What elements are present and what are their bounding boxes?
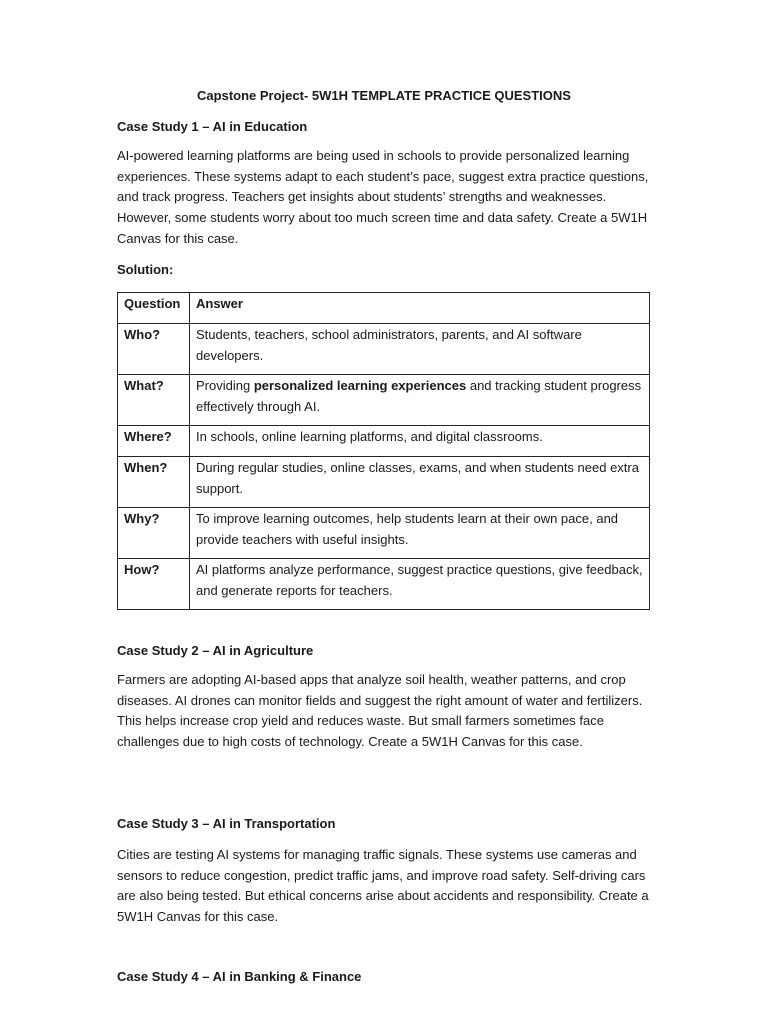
answer-cell: To improve learning outcomes, help students learn at their own pace, and provide teachers with useful insights. [190,508,650,559]
table-row [118,375,650,426]
case3-heading: Case Study 3 – AI in Transportation [117,816,336,831]
table-row [118,508,650,559]
answer-cell: In schools, online learning platforms, and digital classrooms. [190,426,650,457]
table-row [118,324,650,375]
document-title: Capstone Project- 5W1H TEMPLATE PRACTICE QUESTIONS [197,88,571,103]
solution-label: Solution: [117,262,174,277]
question-cell: Why? [118,508,190,559]
case3-text: Cities are testing AI systems for managing traffic signals. These systems use cameras and sensors to reduce congestion, predict traffic jams, and improve road safety. Self-driving cars are also being tested. But ethical concerns arise about accidents and responsibility. Create a 5W1H Canvas for this case. [117,847,649,925]
header-answer: Answer [190,293,650,324]
answer-cell: During regular studies, online classes, exams, and when students need extra support. [190,457,650,508]
question-cell: When? [118,457,190,508]
answer-cell [190,375,650,426]
answer-cell: Students, teachers, school administrators, parents, and AI software developers. [190,324,650,375]
5w1h-table [117,292,650,610]
answer-text: and tracking student progress effectively through AI. [196,378,642,414]
case4-heading: Case Study 4 – AI in Banking & Finance [117,969,362,984]
question-cell: What? [118,375,190,426]
table-row [118,426,650,457]
question-cell: How? [118,559,190,610]
case2-text: Farmers are adopting AI-based apps that analyze soil health, weather patterns, and crop diseases. AI drones can monitor fields and suggest the right amount of water and fertilizers. This helps increase crop yield and reduces waste. But small farmers sometimes face challenges due to high costs of technology. Create a 5W1H Canvas for this case. [117,672,643,750]
answer-emphasis: personalized learning experiences [253,378,467,393]
table-row [118,457,650,508]
table-row [118,559,650,610]
question-cell: Who? [118,324,190,375]
case1-heading: Case Study 1 – AI in Education [117,119,308,134]
answer-cell: AI platforms analyze performance, suggest practice questions, give feedback, and generate reports for teachers. [190,559,650,610]
question-cell: Where? [118,426,190,457]
case2-heading: Case Study 2 – AI in Agriculture [117,643,314,658]
header-question: Question [118,293,190,324]
answer-text: Providing [196,378,254,393]
table-header-row [118,293,650,324]
case1-text: AI-powered learning platforms are being used in schools to provide personalized learning experiences. These systems adapt to each student’s pace, suggest extra practice questions, and track progress. Teachers get insights about students’ strengths and weaknesses. However, some students worry about too much screen time and data safety. Create a 5W1H Canvas for this case. [117,148,649,246]
